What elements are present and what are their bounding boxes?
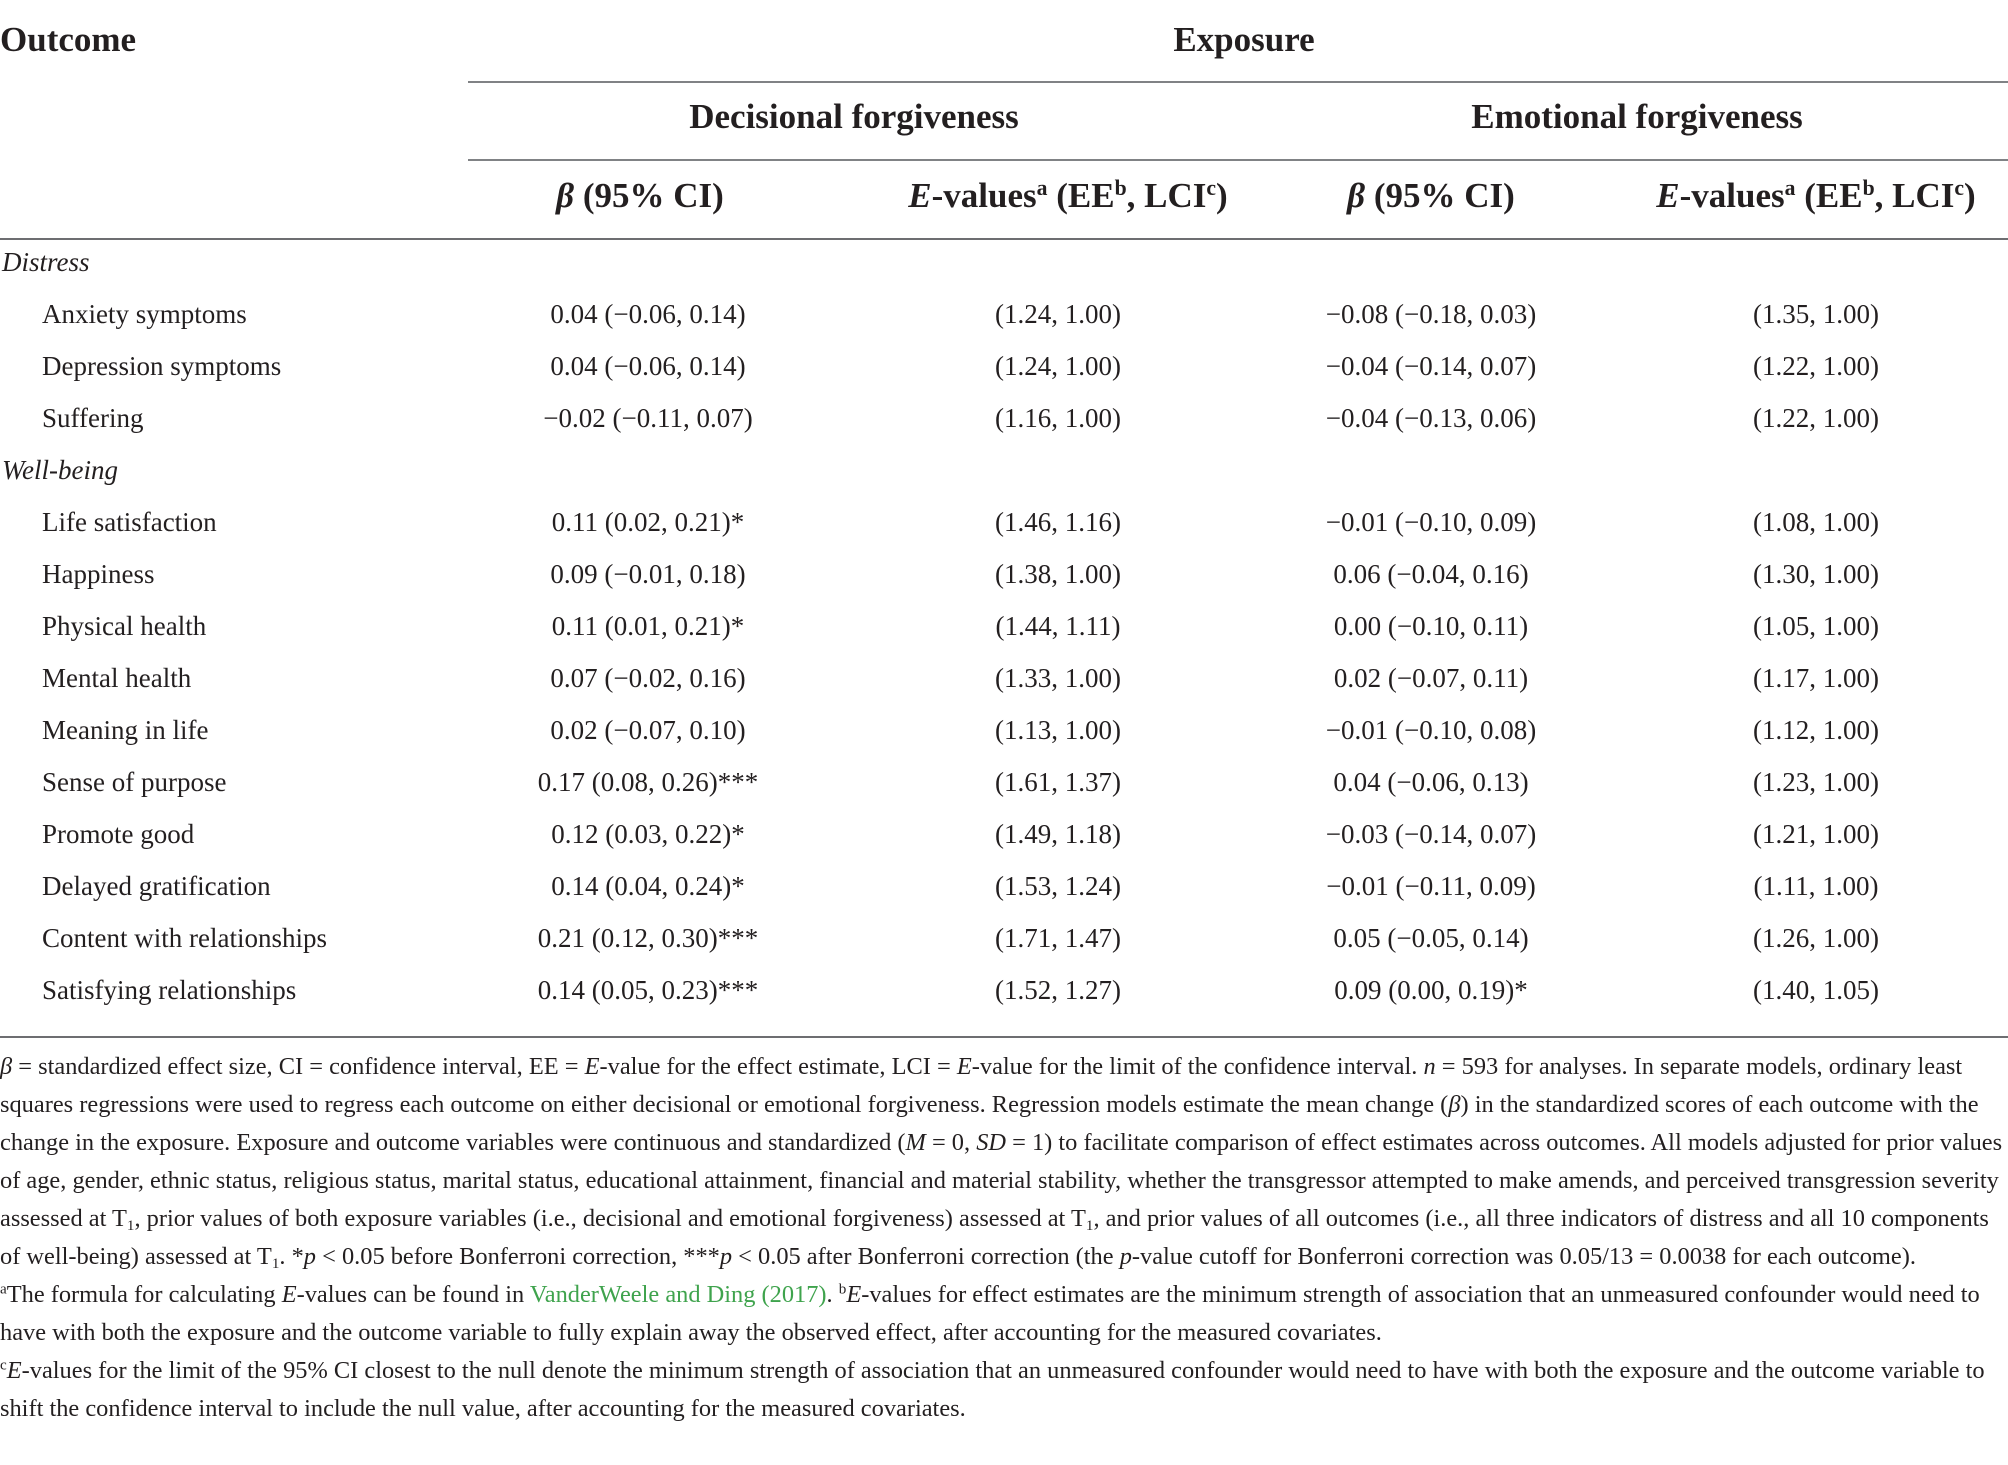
emo-beta-col-header: β (95% CI)	[1347, 176, 1515, 215]
row-label: Physical health	[42, 611, 207, 641]
exposure-rule	[468, 81, 2008, 83]
dec-evalue-cell: (1.52, 1.27)	[995, 975, 1121, 1005]
dec-evalue-cell: (1.13, 1.00)	[995, 715, 1121, 745]
emo-evalue-cell: (1.08, 1.00)	[1753, 507, 1879, 537]
dec-beta-cell: 0.14 (0.05, 0.23)***	[537, 975, 759, 1005]
emo-beta-cell: 0.04 (−0.06, 0.13)	[1333, 767, 1529, 797]
dec-evalue-cell: (1.61, 1.37)	[995, 767, 1121, 797]
row-label: Happiness	[42, 559, 155, 589]
dec-beta-cell: 0.17 (0.08, 0.26)***	[537, 767, 759, 797]
dec-beta-cell: 0.04 (−0.06, 0.14)	[550, 299, 746, 329]
dec-evalue-cell: (1.53, 1.24)	[995, 871, 1121, 901]
row-label: Anxiety symptoms	[42, 299, 247, 329]
dec-beta-cell: 0.09 (−0.01, 0.18)	[550, 559, 746, 589]
emo-evalue-cell: (1.22, 1.00)	[1753, 351, 1879, 381]
dec-beta-cell: 0.02 (−0.07, 0.10)	[550, 715, 746, 745]
table-footnotes	[0, 1048, 2004, 1428]
dec-beta-cell: 0.07 (−0.02, 0.16)	[550, 663, 746, 693]
footnote-c: $^c$E-values for the limit of the 95% CI closest to the null denote the minimum strength of association that an unmeasured confounder would need to have with both the exposure and the outcome variable to shift the confidence interval to include the null value, after accounting for the measured covariates.	[0, 1357, 1985, 1422]
emo-beta-cell: 0.00 (−0.10, 0.11)	[1333, 611, 1529, 641]
dec-beta-cell: 0.11 (0.01, 0.21)*	[551, 611, 745, 641]
emo-beta-cell: 0.05 (−0.05, 0.14)	[1333, 923, 1529, 953]
table-bottom-rule	[0, 1036, 2008, 1038]
emo-evalue-cell: (1.21, 1.00)	[1753, 819, 1879, 849]
dec-evalue-cell: (1.44, 1.11)	[995, 611, 1121, 641]
emo-beta-cell: −0.08 (−0.18, 0.03)	[1325, 299, 1537, 329]
row-label: Mental health	[42, 663, 192, 693]
emo-beta-cell: 0.06 (−0.04, 0.16)	[1333, 559, 1529, 589]
header-bottom-rule	[0, 238, 2008, 240]
footnote-abbreviations: β = standardized effect size, CI = confidence interval, EE = E-value for the effect estimate, LCI = E-value for the limit of the confidence interval. n = 593 for analyses. In separate models, ordinary least squares regressions were used to regress each outcome on either decisional or emotional forgiveness. Regression models estimate the mean change (β) in the standardized scores of each outcome with the change in the exposure. Exposure and outcome variables were continuous and standardized (M = 0, SD = 1) to facilitate comparison of effect estimates across outcomes. All models adjusted for prior values of age, gender, ethnic status, religious status, marital status, educational attainment, financial and material stability, whether the transgressor attempted to make amends, and perceived transgression severity assessed at $T_1$, prior values of both exposure variables (i.e., decisional and emotional forgiveness) assessed at $T_1$, and prior values of all outcomes (i.e., all three indicators of distress and all 10 components of well-being) assessed at $T_1$. *p < 0.05 before Bonferroni correction, ***p < 0.05 after Bonferroni correction (the p-value cutoff for Bonferroni correction was 0.05/13 = 0.0038 for each outcome).	[0, 1053, 2003, 1272]
section-label-well-being: Well-being	[2, 455, 118, 485]
row-label: Life satisfaction	[42, 507, 217, 537]
emo-evalue-cell: (1.12, 1.00)	[1753, 715, 1879, 745]
row-label: Promote good	[42, 819, 195, 849]
emo-evalue-col-header: E-values$^a$ ($EE^b$, LCI$^c$)	[1656, 176, 1976, 215]
row-label: Satisfying relationships	[42, 975, 297, 1005]
emo-evalue-cell: (1.11, 1.00)	[1753, 871, 1879, 901]
dec-evalue-cell: (1.16, 1.00)	[995, 403, 1121, 433]
dec-evalue-cell: (1.49, 1.18)	[995, 819, 1121, 849]
emo-beta-cell: −0.01 (−0.10, 0.08)	[1325, 715, 1537, 745]
emo-evalue-cell: (1.23, 1.00)	[1753, 767, 1879, 797]
emo-beta-cell: −0.01 (−0.10, 0.09)	[1325, 507, 1537, 537]
dec-beta-cell: −0.02 (−0.11, 0.07)	[543, 403, 753, 433]
emotional-group-header: Emotional forgiveness	[1471, 97, 1803, 136]
emo-evalue-cell: (1.22, 1.00)	[1753, 403, 1879, 433]
dec-evalue-cell: (1.38, 1.00)	[995, 559, 1121, 589]
group-rule	[468, 159, 2008, 161]
decisional-group-header: Decisional forgiveness	[689, 97, 1019, 136]
dec-evalue-cell: (1.24, 1.00)	[995, 351, 1121, 381]
reference-link[interactable]: VanderWeele and Ding (2017)	[529, 1281, 827, 1308]
emo-beta-cell: −0.04 (−0.14, 0.07)	[1325, 351, 1537, 381]
dec-evalue-cell: (1.33, 1.00)	[995, 663, 1121, 693]
emo-beta-cell: −0.04 (−0.13, 0.06)	[1325, 403, 1537, 433]
emo-beta-cell: −0.03 (−0.14, 0.07)	[1325, 819, 1537, 849]
emo-evalue-cell: (1.17, 1.00)	[1753, 663, 1879, 693]
emo-evalue-cell: (1.40, 1.05)	[1753, 975, 1879, 1005]
dec-evalue-cell: (1.46, 1.16)	[995, 507, 1121, 537]
emo-beta-cell: 0.02 (−0.07, 0.11)	[1333, 663, 1529, 693]
emo-evalue-cell: (1.35, 1.00)	[1753, 299, 1879, 329]
dec-beta-cell: 0.12 (0.03, 0.22)*	[551, 819, 745, 849]
dec-beta-cell: 0.14 (0.04, 0.24)*	[551, 871, 745, 901]
outcome-header: Outcome	[0, 20, 137, 59]
dec-evalue-cell: (1.24, 1.00)	[995, 299, 1121, 329]
footnote-a-b: $^a$The formula for calculating E-values can be found in VanderWeele and Ding (2017). $^b$E-values for effect estimates are the minimum strength of association that an unmeasured confounder would need to have with both the exposure and the outcome variable to fully explain away the observed effect, after accounting for the measured covariates.	[0, 1281, 1980, 1346]
row-label: Depression symptoms	[42, 351, 282, 381]
dec-beta-col-header: β (95% CI)	[556, 176, 724, 215]
emo-evalue-cell: (1.26, 1.00)	[1753, 923, 1879, 953]
exposure-header: Exposure	[1173, 20, 1315, 59]
row-label: Delayed gratification	[42, 871, 271, 901]
row-label: Meaning in life	[42, 715, 209, 745]
row-label: Content with relationships	[42, 923, 327, 953]
emo-evalue-cell: (1.05, 1.00)	[1753, 611, 1879, 641]
emo-beta-cell: −0.01 (−0.11, 0.09)	[1326, 871, 1536, 901]
row-label: Suffering	[42, 403, 144, 433]
dec-evalue-cell: (1.71, 1.47)	[995, 923, 1121, 953]
emo-beta-cell: 0.09 (0.00, 0.19)*	[1334, 975, 1528, 1005]
dec-beta-cell: 0.11 (0.02, 0.21)*	[551, 507, 745, 537]
section-label-distress: Distress	[2, 247, 90, 277]
emo-evalue-cell: (1.30, 1.00)	[1753, 559, 1879, 589]
dec-beta-cell: 0.21 (0.12, 0.30)***	[537, 923, 759, 953]
dec-beta-cell: 0.04 (−0.06, 0.14)	[550, 351, 746, 381]
dec-evalue-col-header: E-values$^a$ ($EE^b$, LCI$^c$)	[908, 176, 1228, 215]
row-label: Sense of purpose	[42, 767, 227, 797]
